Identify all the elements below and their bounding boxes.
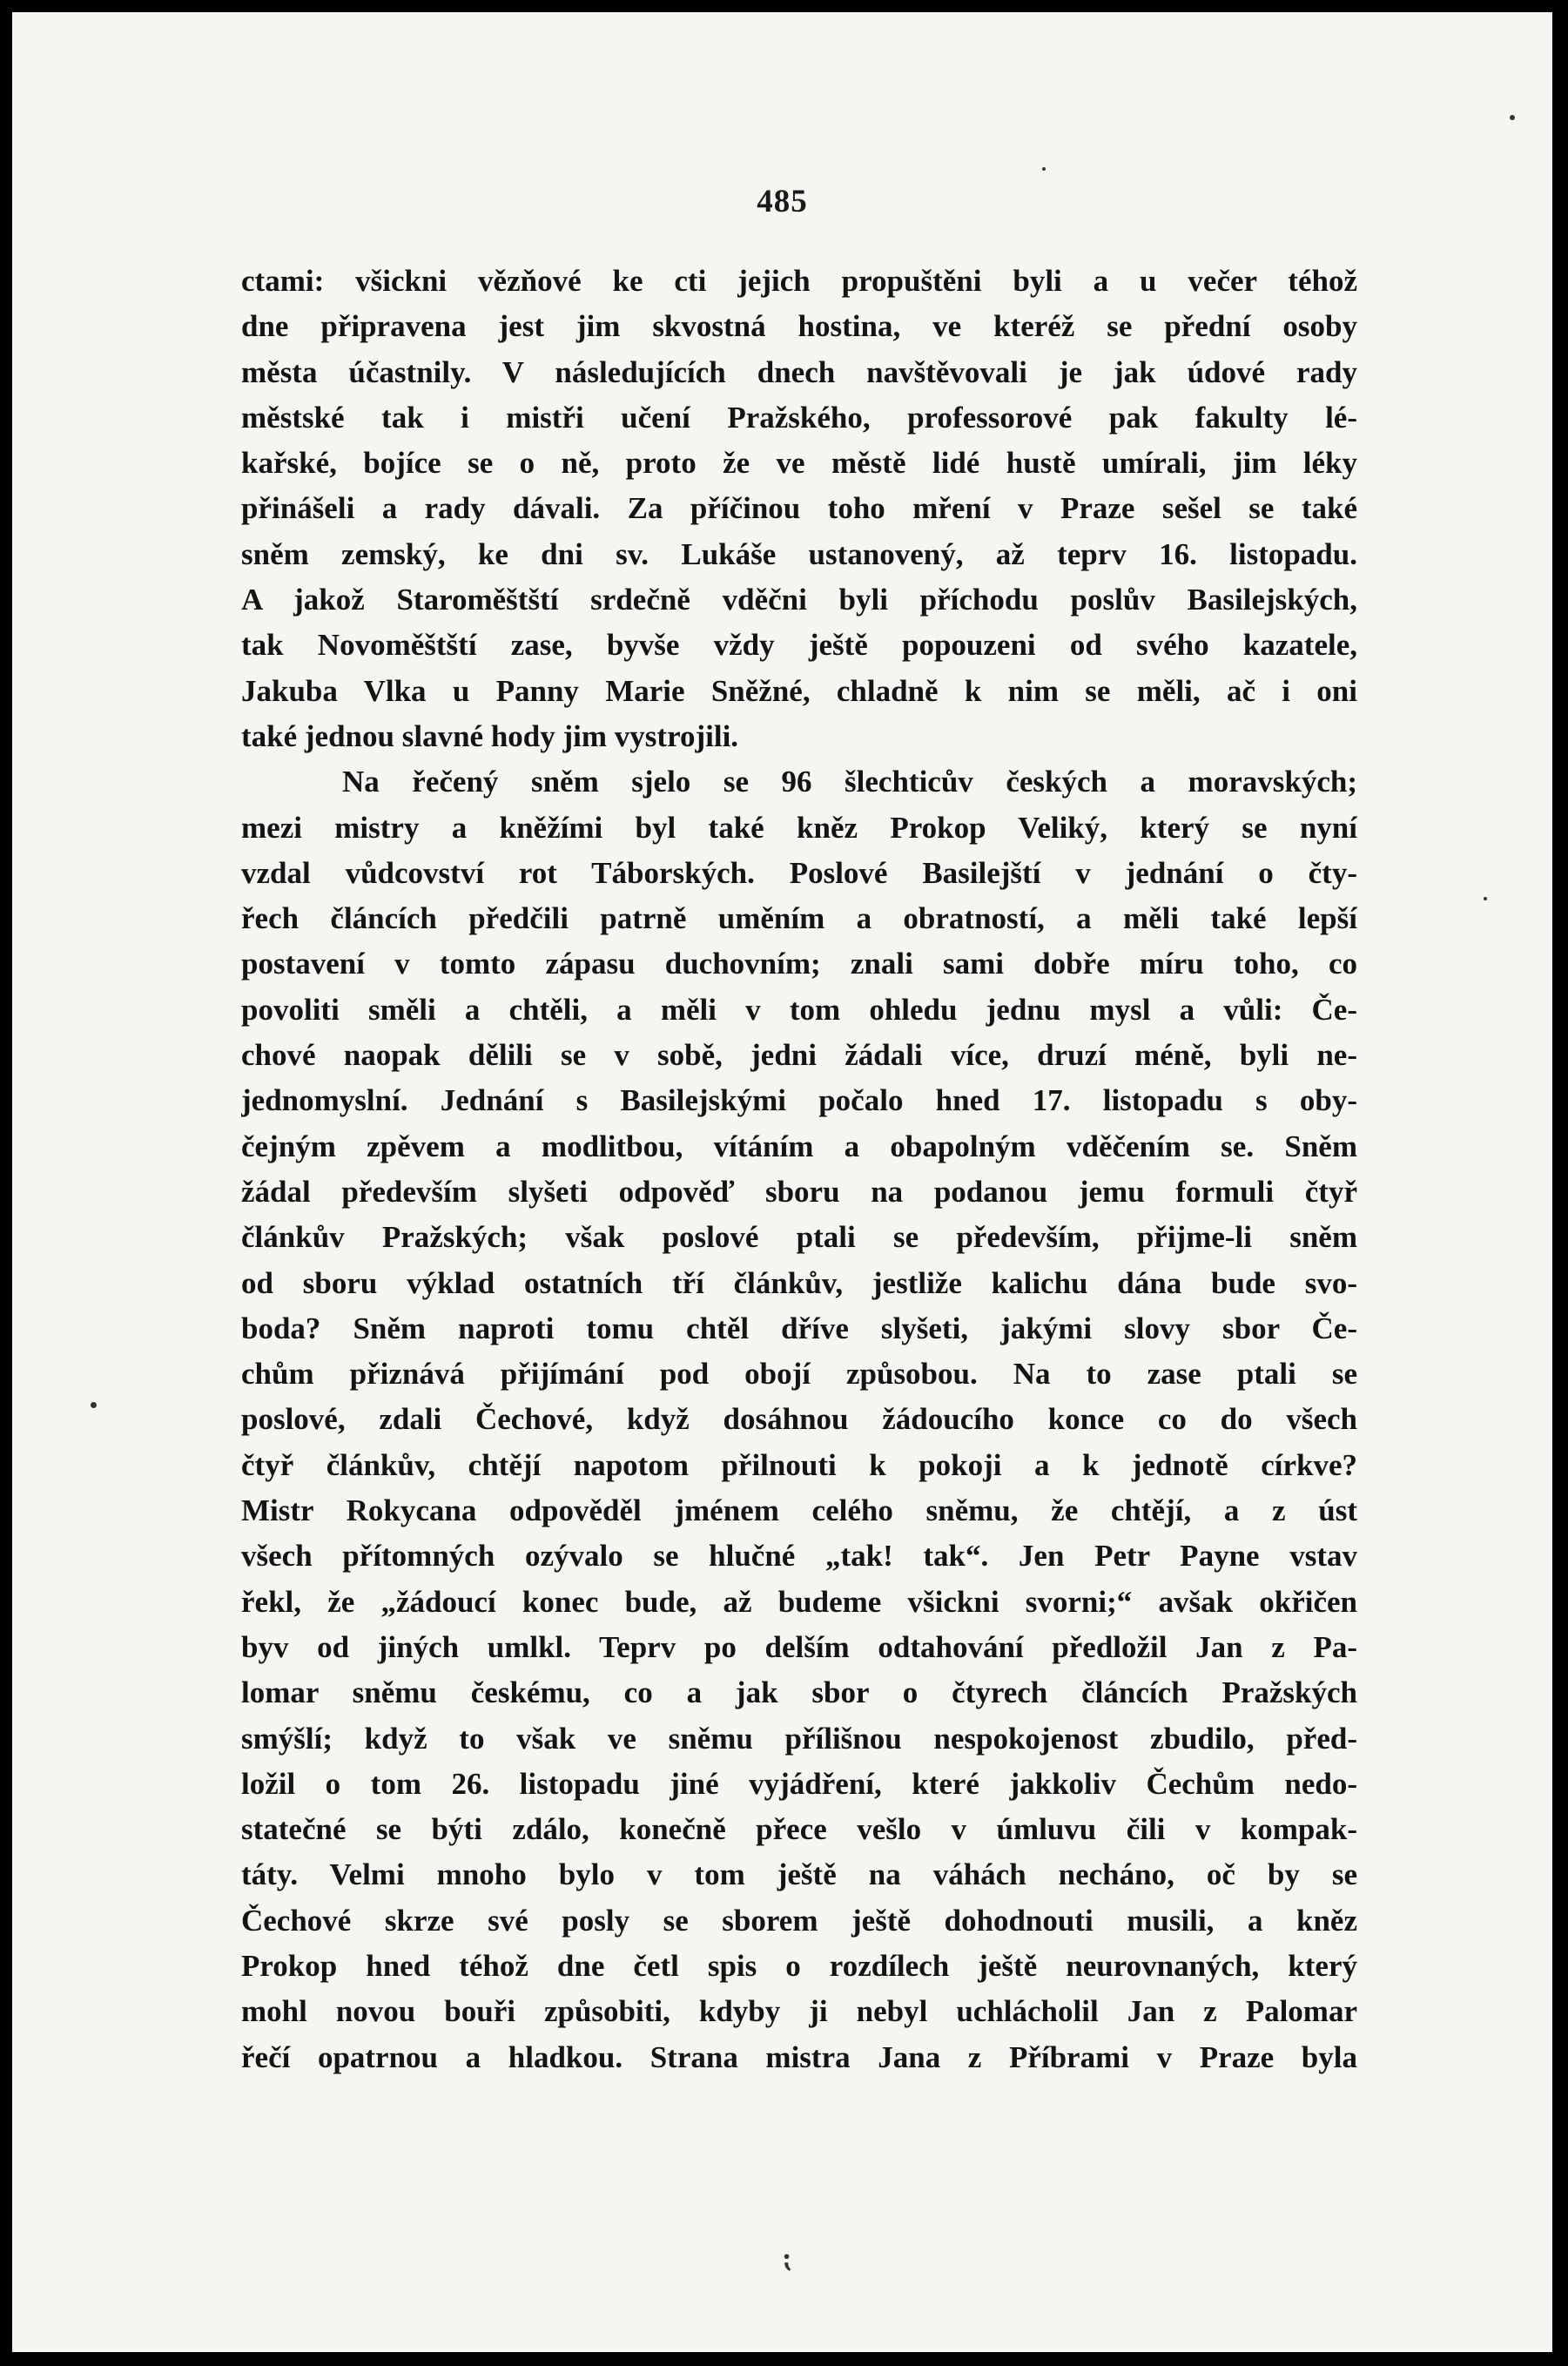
text-line: řekl, že „žádoucí konec bude, až budeme všickni svorni;“ avšak okřičen <box>241 1584 1357 1619</box>
text-line: článkův Pražských; však poslové ptali se především, přijme-li sněm <box>241 1220 1357 1255</box>
text-line: A jakož Staroměštští srdečně vděčni byli příchodu poslův Basilejských, <box>241 583 1357 617</box>
paragraph-2 <box>241 759 1357 2080</box>
text-line: chové naopak dělili se v sobě, jedni žádali více, druzí méně, byli ne- <box>241 1038 1357 1073</box>
text-line: poslové, zdali Čechové, když dosáhnou žádoucího konce co do všech <box>241 1402 1357 1437</box>
scan-speck <box>1510 115 1515 120</box>
page-number: 485 <box>757 184 808 219</box>
text-line: všech přítomných ozývalo se hlučné „tak! tak“. Jen Petr Payne vstav <box>241 1539 1357 1574</box>
text-line: ložil o tom 26. listopadu jiné vyjádření, které jakkoliv Čechům nedo- <box>241 1766 1357 1801</box>
text-line: Na řečený sněm sjelo se 96 šlechticův českých a moravských; <box>342 765 1357 799</box>
text-line: města účastnily. V následujících dnech navštěvovali je jak údové rady <box>241 354 1357 389</box>
text-line: dne připravena jest jim skvostná hostina, ve kteréž se přední osoby <box>241 309 1357 344</box>
text-line: Mistr Rokycana odpověděl jménem celého sněmu, že chtějí, a z úst <box>241 1493 1357 1528</box>
text-line: vzdal vůdcovství rot Táborských. Poslové Basilejští v jednání o čty- <box>241 855 1357 890</box>
book-page <box>12 12 1552 2352</box>
text-line: táty. Velmi mnoho bylo v tom ještě na váhách necháno, oč by se <box>241 1857 1357 1892</box>
text-line: Jakuba Vlka u Panny Marie Sněžné, chladně k nim se měli, ač i oni <box>241 673 1357 708</box>
scan-speck <box>1484 897 1487 900</box>
text-line: přinášeli a rady dávali. Za příčinou toho mření v Praze sešel se také <box>241 491 1357 526</box>
text-line: sněm zemský, ke dni sv. Lukáše ustanovený, až teprv 16. listopadu. <box>241 536 1357 571</box>
scan-speck <box>91 1402 97 1408</box>
body-text <box>241 259 1357 2080</box>
paragraph-1 <box>241 259 1357 759</box>
text-line: žádal především slyšeti odpověď sboru na podanou jemu formuli čtyř <box>241 1174 1357 1209</box>
text-line: ctami: všickni vězňové ke cti jejich propuštěni byli a u večer téhož <box>241 264 1357 298</box>
text-line: lomar sněmu českému, co a jak sbor o čtyrech článcích Pražských <box>241 1675 1357 1710</box>
text-line: smýšlí; když to však ve sněmu přílišnou nespokojenost zbudilo, před- <box>241 1721 1357 1756</box>
text-line: čejným zpěvem a modlitbou, vítáním a obapolným vděčením se. Sněm <box>241 1129 1357 1163</box>
text-line: boda? Sněm naproti tomu chtěl dříve slyšeti, jakými slovy sbor Če- <box>241 1311 1357 1345</box>
text-line: od sboru výklad ostatních tří článkův, jestliže kalichu dána bude svo- <box>241 1265 1357 1300</box>
text-line: řech článcích předčili patrně uměním a obratností, a měli také lepší <box>241 901 1357 936</box>
text-line: mezi mistry a kněžími byl také kněz Prokop Veliký, který se nyní <box>241 810 1357 845</box>
text-line: tak Novoměštští zase, byvše vždy ještě popouzeni od svého kazatele, <box>241 628 1357 663</box>
bottom-mark: ⁏ <box>784 2244 794 2273</box>
scan-speck <box>1042 167 1046 171</box>
text-line: městské tak i mistři učení Pražského, professorové pak fakulty lé- <box>241 400 1357 435</box>
text-line: chům přiznává přijímání pod obojí způsobou. Na to zase ptali se <box>241 1357 1357 1392</box>
text-line: řečí opatrnou a hladkou. Strana mistra Jana z Příbrami v Praze byla <box>241 2039 1357 2074</box>
text-line: Čechové skrze své posly se sborem ještě dohodnouti musili, a kněz <box>241 1903 1357 1938</box>
text-line: čtyř článkův, chtějí napotom přilnouti k pokoji a k jednotě církve? <box>241 1447 1357 1482</box>
text-line: Prokop hned téhož dne četl spis o rozdílech ještě neurovnaných, který <box>241 1948 1357 1983</box>
text-line: mohl novou bouři způsobiti, kdyby ji nebyl uchlácholil Jan z Palomar <box>241 1994 1357 2029</box>
text-line: postavení v tomto zápasu duchovním; znali sami dobře míru toho, co <box>241 947 1357 981</box>
text-line: statečné se býti zdálo, konečně přece vešlo v úmluvu čili v kompak- <box>241 1812 1357 1847</box>
text-line: jednomyslní. Jednání s Basilejskými počalo hned 17. listopadu s oby- <box>241 1083 1357 1118</box>
text-line: také jednou slavné hody jim vystrojili. <box>241 718 739 753</box>
text-line: byv od jiných umlkl. Teprv po delším odtahování předložil Jan z Pa- <box>241 1629 1357 1664</box>
text-line: povoliti směli a chtěli, a měli v tom ohledu jednu mysl a vůli: Če- <box>241 992 1357 1027</box>
text-line: kařské, bojíce se o ně, proto že ve městě lidé hustě umírali, jim léky <box>241 446 1357 481</box>
